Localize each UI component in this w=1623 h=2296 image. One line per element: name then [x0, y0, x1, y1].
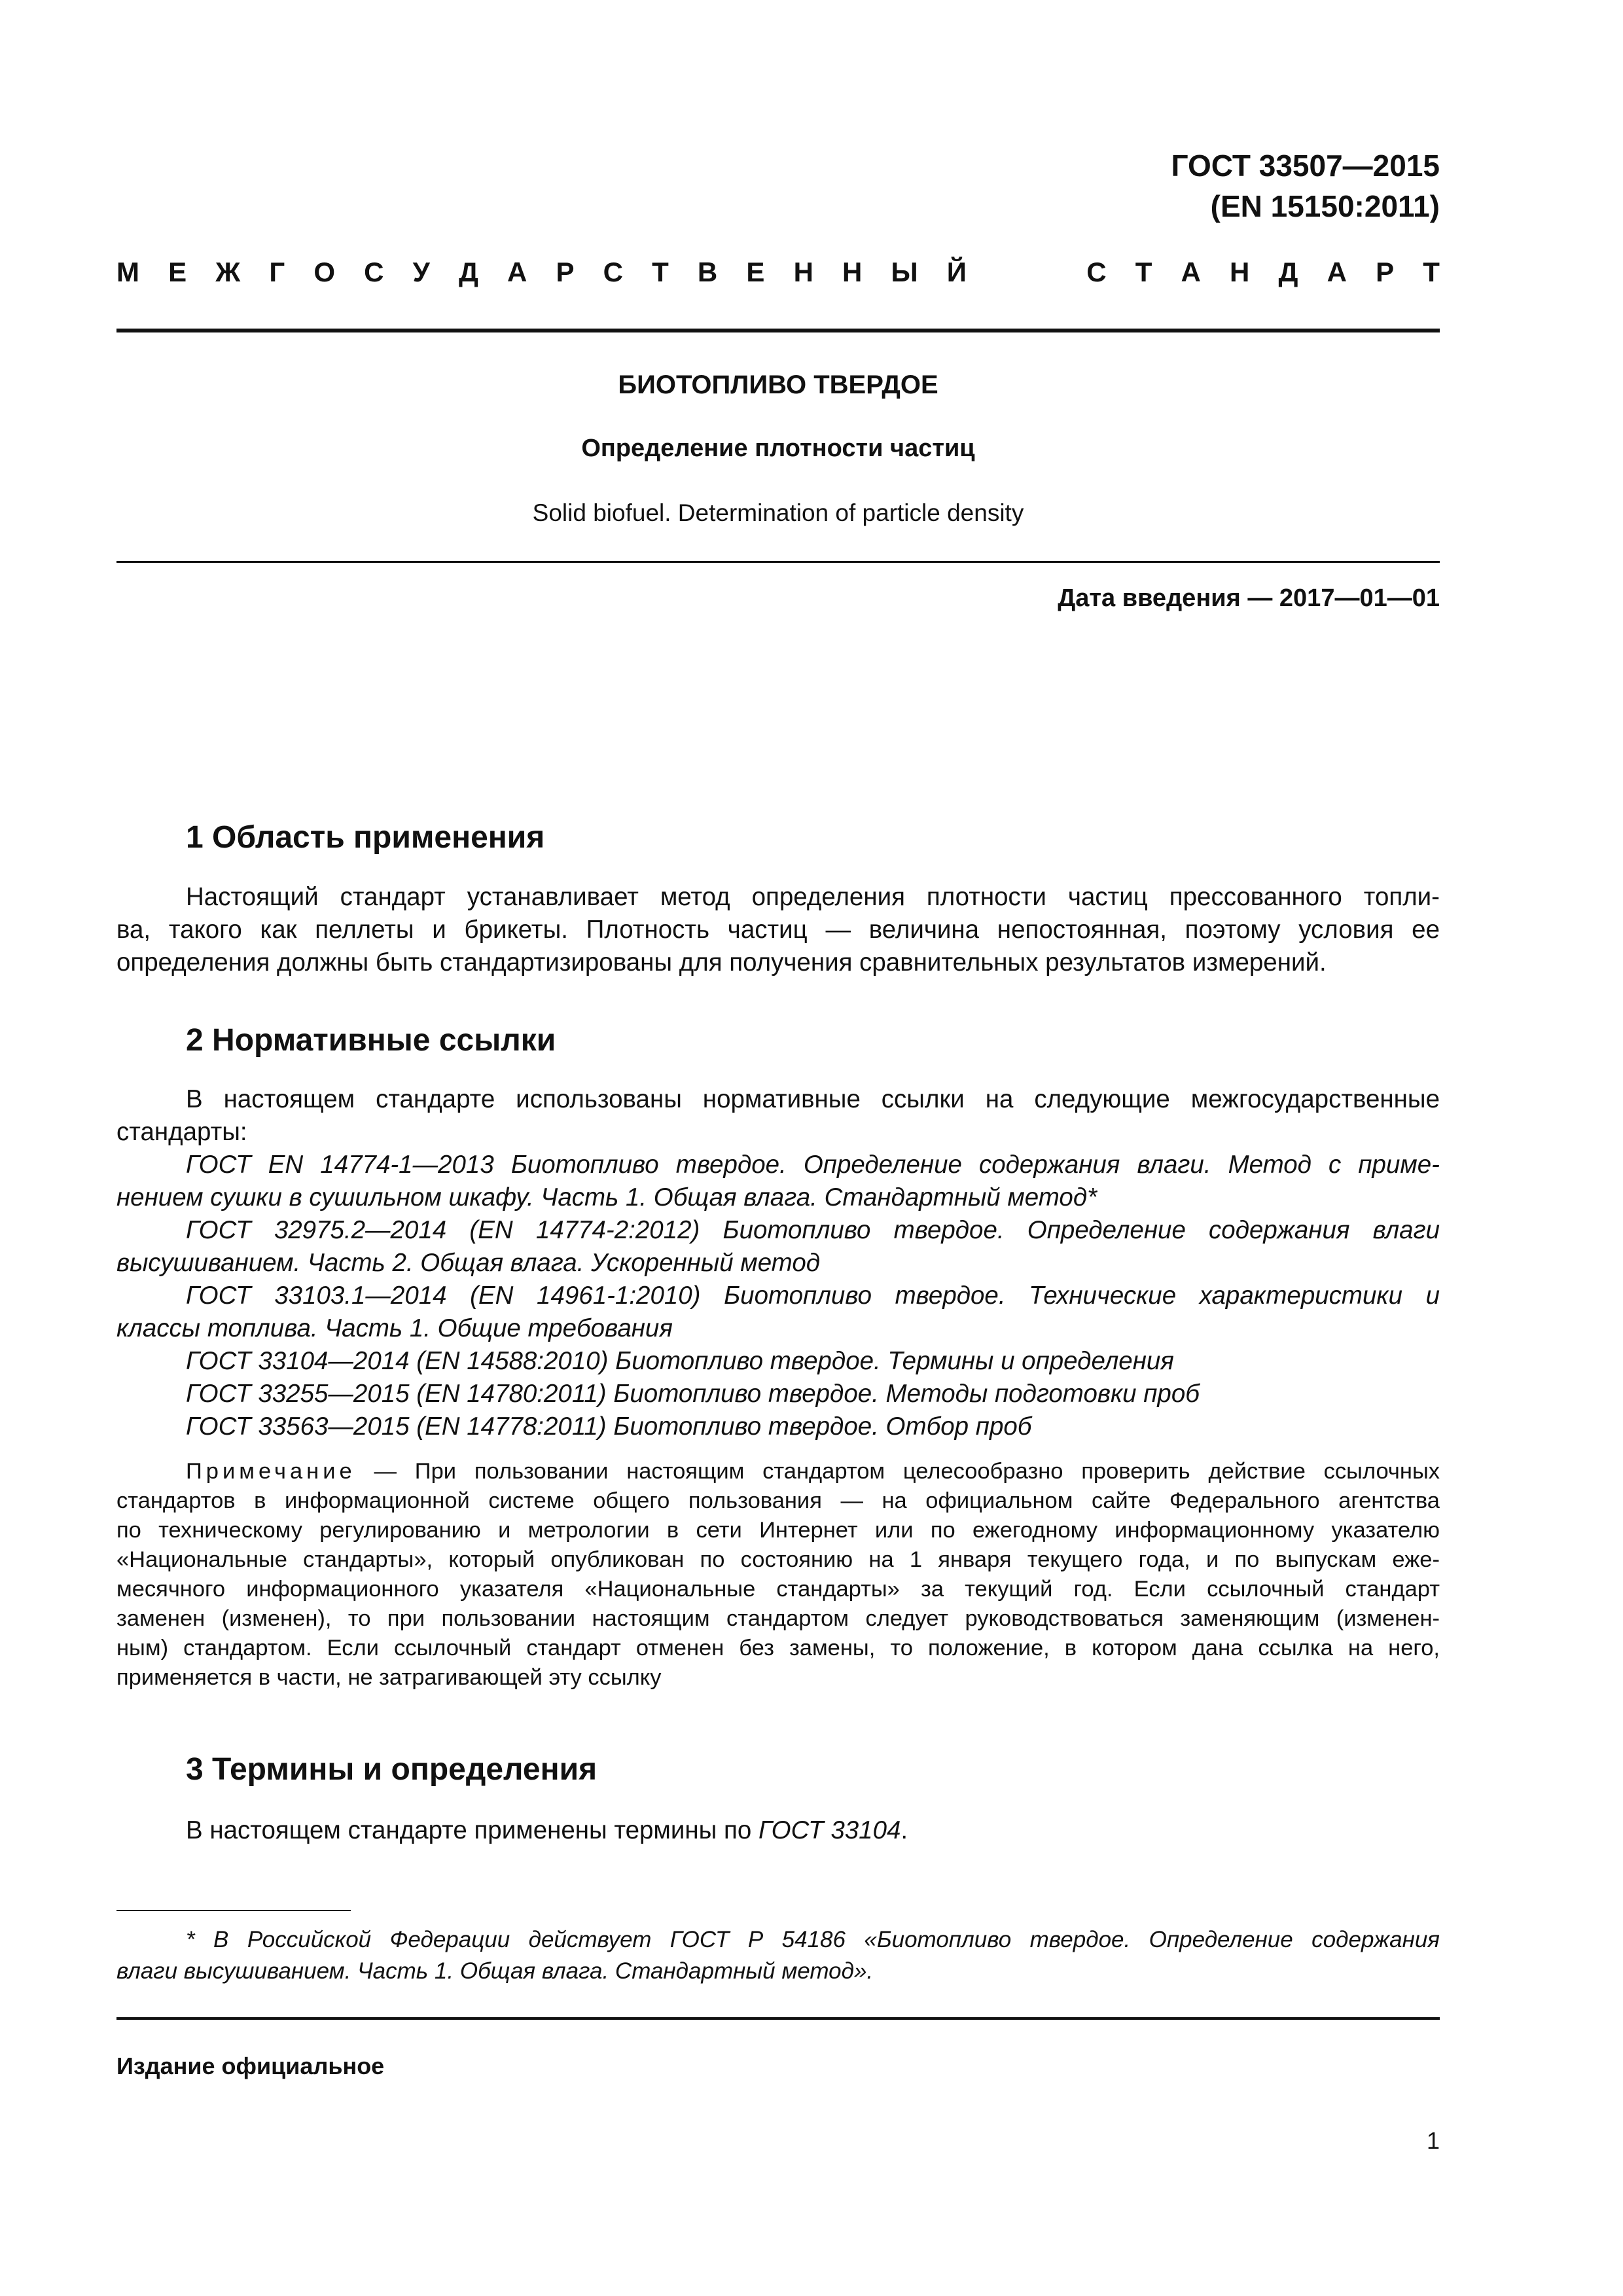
heading-letter: А — [1327, 257, 1347, 287]
note-line: применяется в части, не затрагивающей эту ссылку — [116, 1665, 662, 1690]
text-line: Настоящий стандарт устанавливает метод определения плотности частиц прессованного топли- — [186, 883, 1440, 911]
footnote-separator — [116, 1910, 351, 1911]
text-line — [116, 1814, 1440, 1847]
text-line: ва, такого как пеллеты и брикеты. Плотность частиц — величина непостоянная, поэтому условия ее — [116, 916, 1440, 944]
heading-letter: М — [116, 257, 139, 287]
reference-line: ГОСТ 32975.2—2014 (EN 14774-2:2012) Биотопливо твердое. Определение содержания влаги — [186, 1216, 1440, 1244]
section-2-heading: 2 Нормативные ссылки — [186, 1023, 556, 1058]
standard-code — [982, 145, 1440, 226]
standard-code-line1: ГОСТ 33507—2015 — [1171, 149, 1440, 183]
introduction-date: Дата введения — 2017—01—01 — [1058, 584, 1440, 612]
heading-letter: С — [1086, 257, 1107, 287]
section-3-text — [116, 1814, 1440, 1847]
note-line — [116, 1457, 1440, 1486]
note-line: месячного информационного указателя «Национальные стандарты» за текущий год. Если ссылочный стандарт — [116, 1577, 1440, 1602]
text-line: В настоящем стандарте использованы нормативные ссылки на следующие межгосударственные — [186, 1085, 1440, 1113]
heading-letter: Н — [842, 257, 863, 287]
heading-letter: Т — [652, 257, 669, 287]
reference-line: классы топлива. Часть 1. Общие требования — [116, 1314, 673, 1342]
section-1-text — [116, 881, 1440, 979]
interstate-standard-heading — [116, 257, 1440, 288]
heading-letter: А — [1181, 257, 1201, 287]
official-edition-label: Издание официальное — [116, 2053, 385, 2079]
heading-letter: Д — [1278, 257, 1298, 287]
reference-line: ГОСТ 33104—2014 (EN 14588:2010) Биотопливо твердое. Термины и определения — [186, 1347, 1174, 1375]
footer-divider — [116, 2017, 1440, 2020]
heading-letter: Е — [746, 257, 765, 287]
text-fragment: . — [901, 1816, 908, 1844]
word-gap — [995, 257, 1058, 288]
heading-letter: Р — [556, 257, 575, 287]
note-line: стандартов в информационной системе общего пользования — на официальном сайте Федерального агентства — [116, 1488, 1440, 1513]
section-3-heading: 3 Термины и определения — [186, 1752, 597, 1787]
header-divider — [116, 329, 1440, 332]
title-divider — [116, 561, 1440, 563]
note-line: «Национальные стандарты», который опубликован по состоянию на 1 января текущего года, и по выпускам еже- — [116, 1547, 1440, 1572]
reference-line: ГОСТ 33103.1—2014 (EN 14961-1:2010) Биотопливо твердое. Технические характеристики и — [186, 1282, 1440, 1310]
text-line: определения должны быть стандартизированы для получения сравнительных результатов измерений. — [116, 948, 1327, 977]
text-fragment: В настоящем стандарте применены термины по — [186, 1816, 758, 1844]
document-title: БИОТОПЛИВО ТВЕРДОЕ — [618, 370, 938, 399]
heading-letter: С — [364, 257, 384, 287]
page-number: 1 — [1426, 2127, 1440, 2154]
heading-letter: Ы — [891, 257, 918, 287]
heading-letter: С — [603, 257, 623, 287]
reference-line: нением сушки в сушильном шкафу. Часть 1. Общая влага. Стандартный метод* — [116, 1183, 1097, 1211]
heading-letter: А — [507, 257, 527, 287]
note-line: ным) стандартом. Если ссылочный стандарт отменен без замены, то положение, в котором дана ссылка на него, — [116, 1636, 1440, 1660]
heading-letter: Й — [946, 257, 967, 287]
text-line: стандарты: — [116, 1118, 247, 1146]
heading-letter: Н — [793, 257, 813, 287]
section-1-heading: 1 Область применения — [186, 820, 545, 855]
note-line: заменен (изменен), то при пользовании настоящим стандартом следует руководствоваться заменяющим (изменен- — [116, 1606, 1440, 1631]
note-text: — При пользовании настоящим стандартом целесообразно проверить действие ссылочных — [355, 1459, 1440, 1484]
term-reference: ГОСТ 33104 — [758, 1816, 901, 1844]
heading-letter: Г — [269, 257, 285, 287]
heading-letter: Ж — [215, 257, 241, 287]
section-2-note — [116, 1457, 1440, 1693]
document-subtitle: Определение плотности частиц — [581, 435, 975, 462]
footnote-line: влаги высушиванием. Часть 1. Общая влага. Стандартный метод». — [116, 1958, 874, 1984]
heading-letter: Е — [168, 257, 187, 287]
reference-line: высушиванием. Часть 2. Общая влага. Ускоренный метод — [116, 1249, 821, 1277]
heading-letter: О — [313, 257, 336, 287]
document-title-english: Solid biofuel. Determination of particle density — [532, 499, 1024, 526]
heading-letter: Р — [1376, 257, 1395, 287]
footnote — [116, 1924, 1440, 1987]
reference-line: ГОСТ 33563—2015 (EN 14778:2011) Биотопливо твердое. Отбор проб — [186, 1412, 1032, 1441]
heading-letter: Д — [458, 257, 478, 287]
reference-line: ГОСТ EN 14774-1—2013 Биотопливо твердое. Определение содержания влаги. Метод с приме- — [186, 1151, 1440, 1179]
heading-letter: Н — [1230, 257, 1250, 287]
heading-letter: Т — [1423, 257, 1440, 287]
footnote-line: * В Российской Федерации действует ГОСТ Р 54186 «Биотопливо твердое. Определение содержания — [186, 1927, 1440, 1952]
heading-letter: У — [412, 257, 430, 287]
note-label: Примечание — [186, 1459, 356, 1484]
note-line: по техническому регулированию и метрологии в сети Интернет или по ежегодному информационному указателю — [116, 1518, 1440, 1543]
heading-letter: В — [697, 257, 718, 287]
reference-line: ГОСТ 33255—2015 (EN 14780:2011) Биотопливо твердое. Методы подготовки проб — [186, 1380, 1200, 1408]
heading-letter: Т — [1135, 257, 1152, 287]
standard-code-line2: (EN 15150:2011) — [1210, 189, 1440, 223]
section-2-text — [116, 1083, 1440, 1443]
